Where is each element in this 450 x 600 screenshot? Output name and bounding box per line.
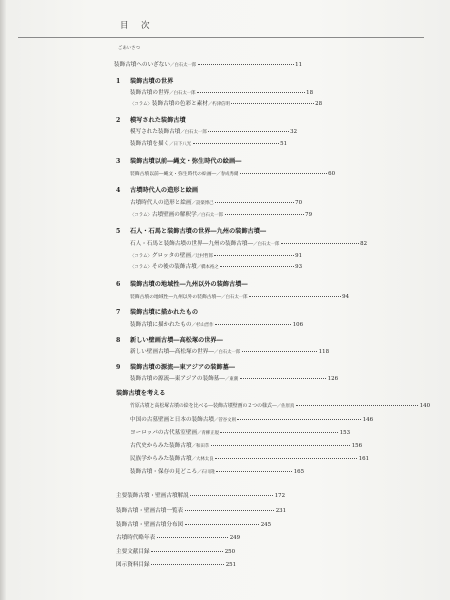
entry-page: 251 [225, 562, 236, 568]
column-label: 〈コラム〉 [130, 265, 152, 270]
toc-entry [130, 377, 338, 383]
toc-entry [130, 444, 362, 450]
chapter-heading [116, 118, 186, 124]
dot-leader [214, 255, 293, 256]
entry-page: 106 [292, 322, 303, 328]
toc-entry [130, 213, 312, 219]
entry-title: 主要文献目録 [116, 549, 150, 555]
toc-entry [130, 130, 297, 136]
chapter-heading [116, 79, 173, 85]
column-label: 〈コラム〉 [130, 213, 152, 218]
entry-page: 18 [306, 90, 313, 96]
entry-page: 51 [280, 141, 287, 147]
entry-page: 93 [295, 264, 302, 270]
entry-author: ／石川隆 [197, 470, 215, 475]
column-label: 〈コラム〉 [130, 254, 152, 259]
chapter-heading [116, 159, 241, 165]
appendix-entry [116, 523, 271, 529]
entry-author: ／設楽博己 [191, 201, 214, 206]
entry-author: ／東潮 [224, 377, 239, 382]
dot-leader [193, 143, 279, 144]
entry-page: 91 [295, 253, 302, 259]
dot-leader [151, 551, 223, 552]
entry-title: 装飾古墳・壁画古墳分布図 [116, 522, 184, 528]
chapter-number: 7 [116, 309, 121, 316]
dot-leader [208, 131, 288, 132]
chapter-heading [116, 188, 198, 194]
entry-page: 245 [260, 522, 271, 528]
entry-title: 古墳壁画の解釈学 [151, 212, 197, 218]
appendix-entry [116, 494, 285, 500]
entry-title: 古墳時代人の造形と絵画 [130, 200, 192, 206]
entry-author: ／白石太一郎 [169, 91, 196, 96]
appendix-entry [116, 563, 236, 569]
chapter-number: 1 [116, 78, 121, 85]
toc-entry [130, 142, 287, 148]
entry-title: 模写された装飾古墳 [130, 129, 181, 135]
toc-entry [130, 254, 302, 260]
chapter-title: 新しい壁画古墳―高松塚の世界― [130, 337, 223, 344]
chapter-number: 3 [116, 158, 121, 165]
toc-entry [130, 201, 302, 207]
toc-entry [130, 431, 350, 437]
column-label: 〈コラム〉 [130, 102, 152, 107]
dot-leader [197, 92, 305, 93]
chapter-number: 9 [116, 364, 121, 371]
toc-entry [130, 172, 335, 178]
dot-leader [296, 405, 418, 406]
entry-page: 79 [305, 212, 312, 218]
appendix-entry [116, 509, 286, 515]
entry-author: ／日下八光 [169, 142, 192, 147]
entry-author: ／橋本裕之 [196, 265, 219, 270]
entry-title: 主要装飾古墳・壁画古墳解説 [116, 493, 189, 499]
section-title: 装飾古墳を考える [116, 390, 166, 397]
entry-page: 161 [358, 456, 369, 462]
entry-title: 装飾古墳の色彩と素材 [151, 101, 208, 107]
chapter-title: 古墳時代人の造形と絵画 [130, 187, 199, 194]
entry-page: 82 [360, 241, 367, 247]
entry-page: 231 [275, 508, 286, 514]
dot-leader [281, 243, 359, 244]
entry-title: 装飾古墳の源流―東アジアの装飾墓― [130, 376, 225, 382]
entry-title: 装飾古墳を描く [130, 141, 170, 147]
section-heading [116, 391, 166, 397]
dot-leader [190, 495, 273, 496]
entry-page: 126 [327, 376, 338, 382]
entry-page: 165 [293, 469, 304, 475]
entry-page: 156 [351, 443, 362, 449]
entry-author: ／白石太一郎 [196, 213, 224, 218]
chapter-title: 装飾古墳の源流―東アジアの装飾墓― [130, 364, 235, 371]
entry-title: 装飾古墳・壁画古墳一覧表 [116, 508, 184, 514]
toc-entry [130, 470, 304, 476]
appendix-entry [116, 536, 240, 542]
toc-entry [130, 91, 313, 97]
toc-entry [130, 457, 369, 463]
chapter-heading [116, 338, 223, 344]
entry-page: 250 [224, 549, 235, 555]
entry-author: ／白石太一郎 [180, 130, 207, 135]
toc-entry [130, 404, 430, 409]
dot-leader [151, 564, 224, 565]
entry-page: 140 [419, 403, 430, 409]
entry-author: ／白石太一郎 [221, 295, 248, 300]
entry-title: 中国の古墓壁画と日本の装飾古墳 [130, 417, 214, 423]
greeting-text: ごあいさつ [118, 46, 140, 51]
entry-title: 図示資料目録 [116, 562, 150, 568]
toc-entry [130, 242, 367, 248]
entry-page: 11 [295, 62, 302, 68]
chapter-heading [116, 229, 266, 235]
chapter-title: 装飾古墳に描かれたもの [130, 309, 199, 316]
dot-leader [249, 296, 341, 297]
entry-author: ／春成秀爾 [216, 172, 239, 177]
entry-author: ／辻村哲郎 [190, 254, 213, 259]
title-rule [18, 37, 424, 38]
toc-entry [130, 265, 302, 271]
entry-author: ／白石太一郎 [169, 63, 197, 68]
dot-leader [185, 510, 275, 511]
entry-title: 装飾古墳・保存の見どころ [130, 469, 198, 475]
entry-title: 石人・石馬と装飾古墳の世界―九州の装飾古墳― [130, 241, 254, 247]
dot-leader [220, 266, 293, 267]
entry-title: グロッタの壁画 [151, 253, 191, 259]
dot-leader [237, 419, 361, 420]
chapter-heading [116, 310, 198, 316]
entry-title: その後の装飾古墳 [151, 264, 197, 270]
toc-entry [130, 295, 349, 301]
chapter-number: 5 [116, 228, 121, 235]
chapter-heading [116, 365, 235, 371]
entry-author: ／和田萃 [191, 444, 210, 449]
dot-leader [215, 324, 291, 325]
entry-title: 装飾古墳に描かれたもの [130, 322, 192, 328]
dot-leader [220, 432, 338, 433]
dot-leader [240, 378, 327, 379]
page-gutter [0, 0, 6, 600]
toc-entry [130, 418, 373, 424]
entry-title: 装飾古墳の地域性―九州以外の装飾古墳― [130, 295, 222, 300]
dot-leader [215, 202, 294, 203]
dot-leader [240, 173, 327, 174]
entry-author: ／杉山晋作 [191, 323, 214, 328]
chapter-number: 8 [116, 337, 121, 344]
entry-page: 70 [295, 200, 302, 206]
dot-leader [216, 471, 292, 472]
entry-page: 172 [274, 493, 285, 499]
dot-leader [157, 537, 229, 538]
entry-title: 民族学からみた装飾古墳 [130, 456, 192, 462]
toc-entry [130, 323, 303, 329]
entry-page: 94 [342, 294, 349, 300]
entry-author: ／菅谷文則 [213, 418, 236, 423]
entry-author: ／朽津信明 [207, 102, 230, 107]
toc-title: 目 次 [120, 21, 152, 31]
dot-leader [185, 524, 260, 525]
chapter-title: 石人・石馬と装飾古墳の世界―九州の装飾古墳― [130, 228, 267, 235]
chapter-title: 装飾古墳の世界 [130, 78, 174, 85]
dot-leader [231, 103, 313, 104]
chapter-number: 2 [116, 117, 121, 124]
entry-page: 28 [315, 101, 322, 107]
toc-entry [130, 350, 329, 356]
entry-page: 146 [362, 417, 373, 423]
entry-title: 竹原古墳と高松塚古墳の絵を比べる―装飾古墳壁画の２つの様式― [130, 403, 277, 409]
dot-leader [211, 445, 351, 446]
chapter-number: 4 [116, 187, 121, 194]
entry-page: 153 [339, 430, 350, 436]
entry-page: 118 [318, 349, 329, 355]
entry-title: 装飾古墳の世界 [130, 90, 170, 96]
dot-leader [225, 214, 304, 215]
entry-title: ヨーロッパの古代墓室壁画 [130, 430, 198, 436]
entry-title: 古代史からみた装飾古墳 [130, 443, 192, 449]
greeting [118, 47, 140, 51]
dot-leader [215, 458, 357, 459]
entry-page: 32 [290, 129, 297, 135]
entry-title: 新しい壁画古墳―高松塚の世界― [130, 349, 214, 355]
toc-entry-intro [114, 63, 302, 69]
entry-page: 249 [229, 535, 240, 541]
dot-leader [198, 64, 294, 65]
entry-page: 60 [328, 171, 335, 177]
chapter-title: 装飾古墳の地域性―九州以外の装飾古墳― [130, 281, 248, 288]
toc-entry [130, 102, 322, 108]
dot-leader [242, 351, 317, 352]
chapter-title: 装飾古墳以前―縄文・弥生時代の絵画― [130, 158, 242, 165]
entry-author: ／佐原真 [276, 404, 295, 409]
chapter-title: 模写された装飾古墳 [130, 117, 186, 124]
chapter-heading [116, 282, 248, 288]
entry-author: ／青柳正規 [197, 431, 219, 436]
entry-author: ／白石太一郎 [253, 242, 280, 247]
entry-title: 古墳時代略年表 [116, 535, 156, 541]
appendix-entry [116, 550, 235, 556]
entry-author: ／大林太良 [191, 457, 214, 462]
entry-author: ／白石太一郎 [213, 350, 241, 355]
chapter-number: 6 [116, 281, 121, 288]
entry-title: 装飾古墳以前―縄文・弥生時代の絵画― [130, 172, 217, 177]
entry-title: 装飾古墳へのいざない [114, 62, 170, 68]
